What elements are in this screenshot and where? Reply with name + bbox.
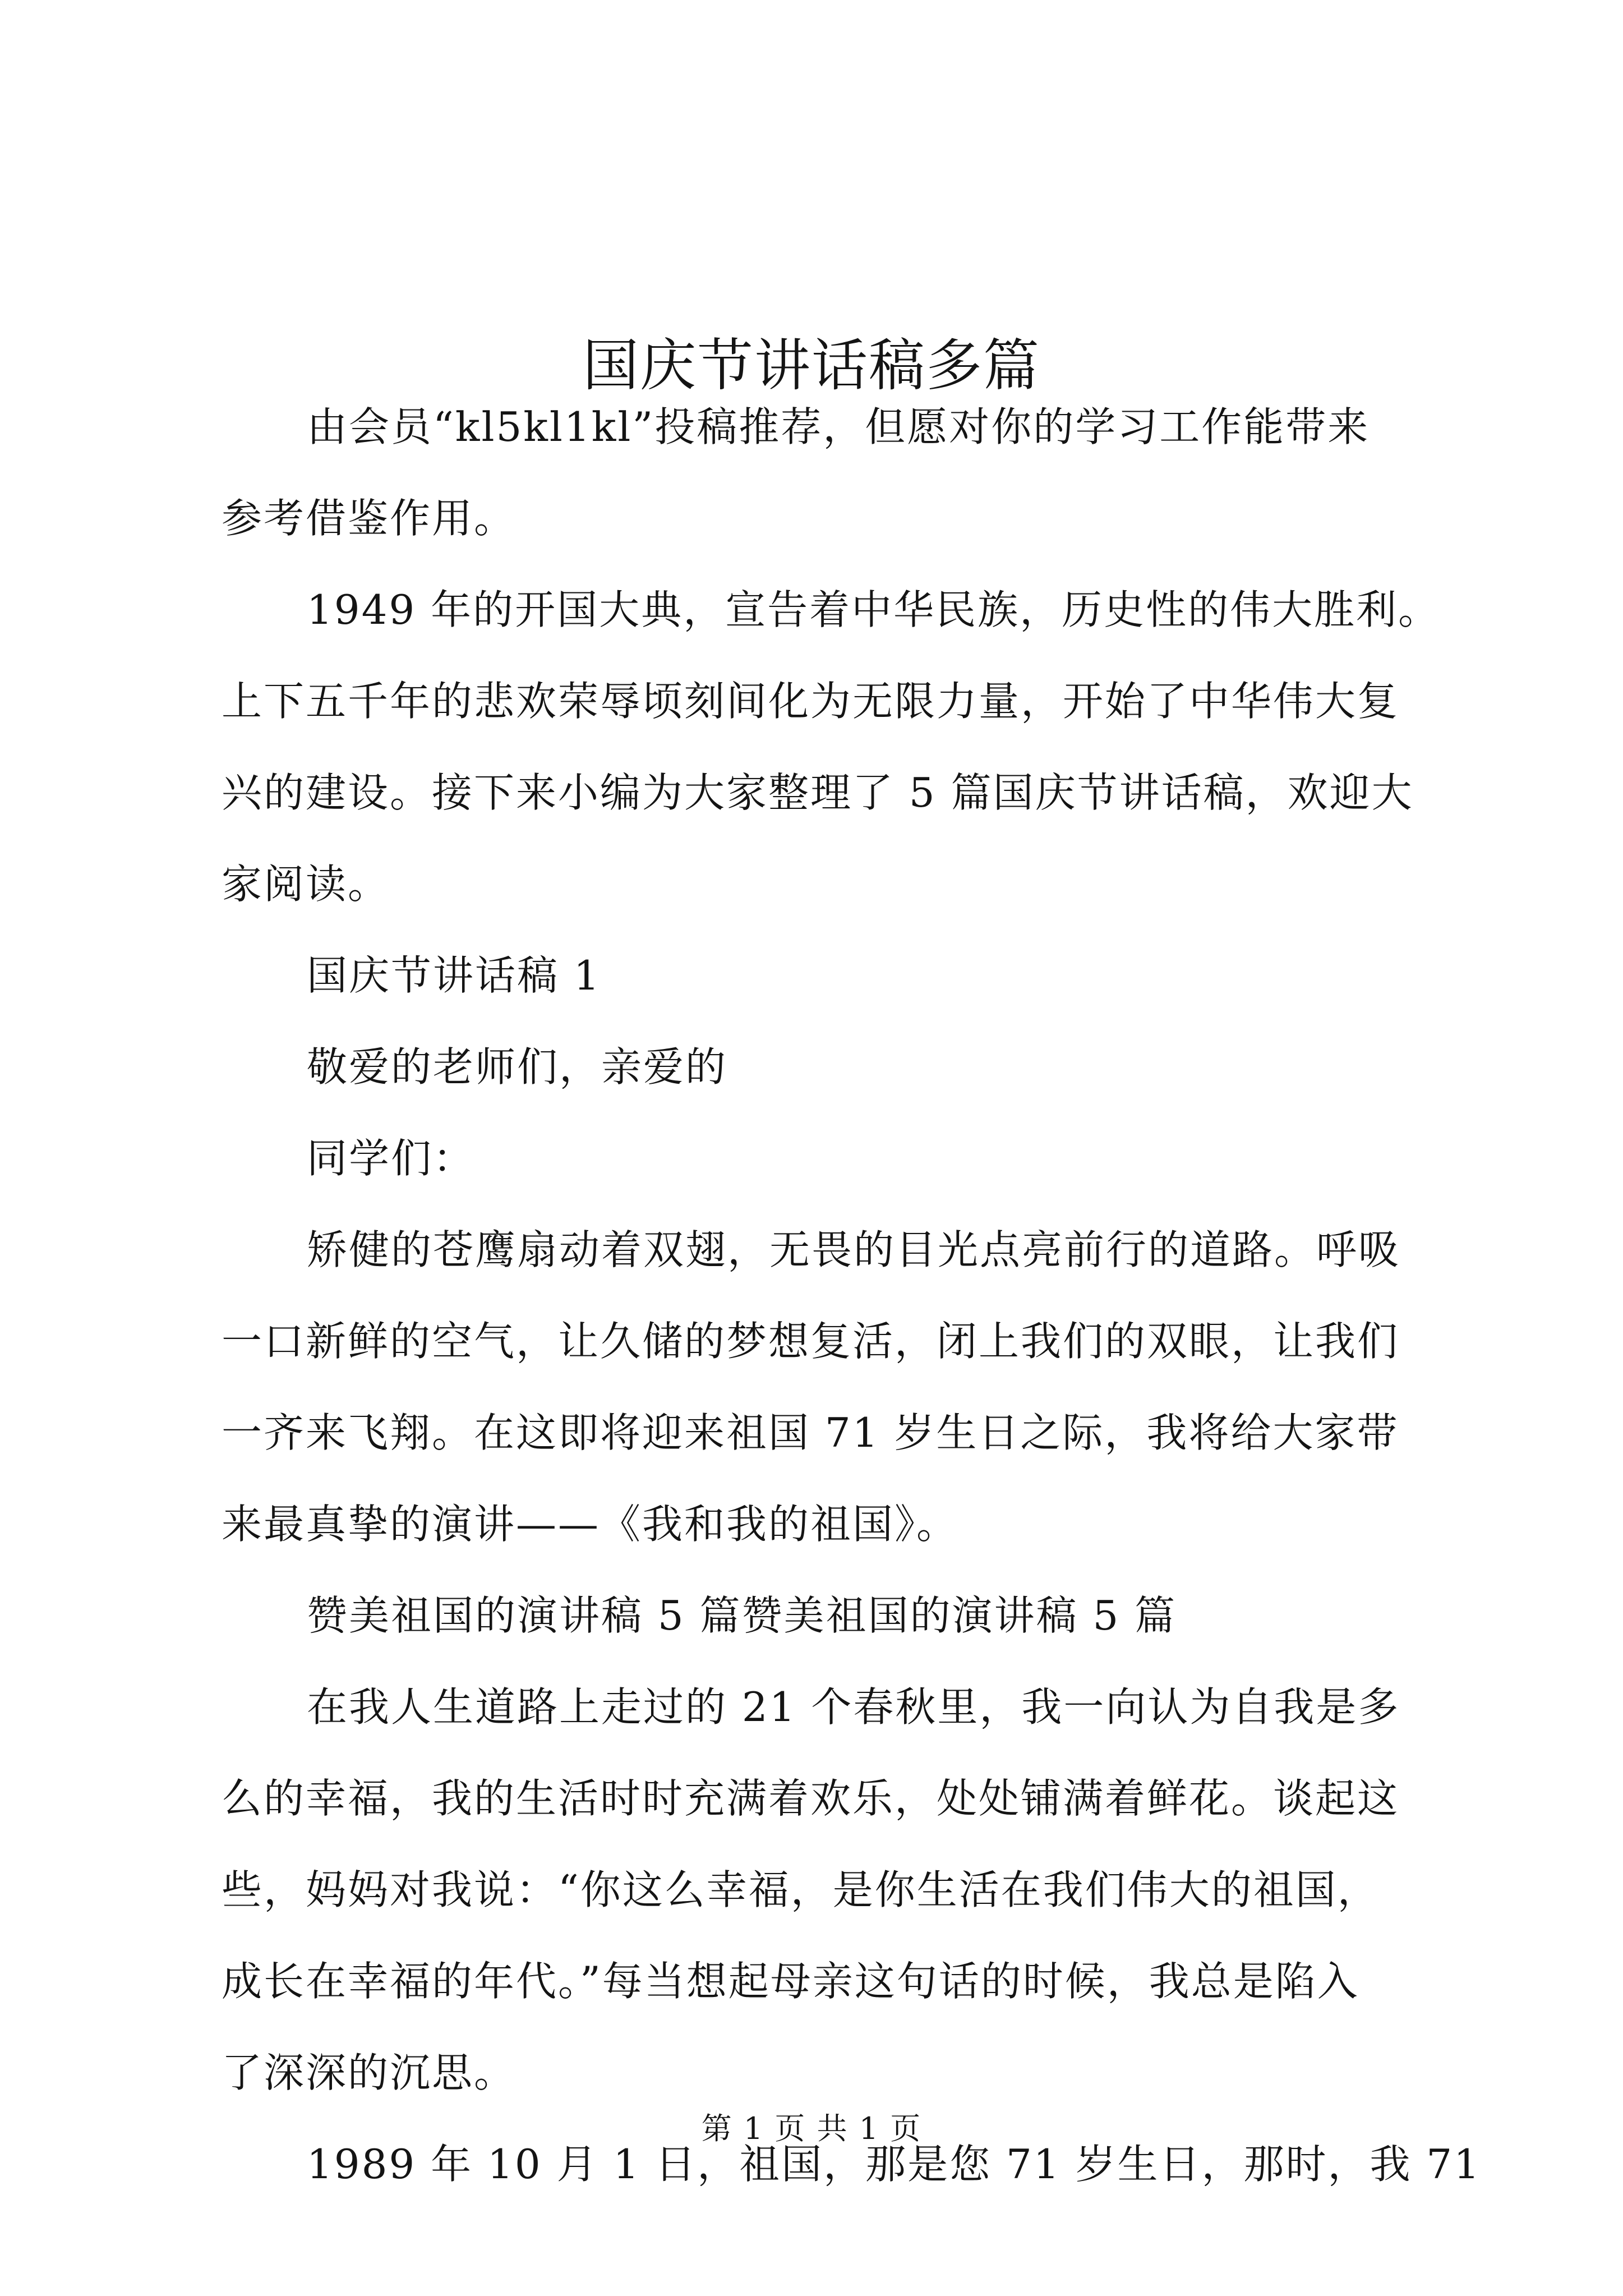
paragraph-line: 1949 年的开国大典，宣告着中华民族，历史性的伟大胜利。	[307, 586, 1441, 633]
paragraph-line: 一齐来飞翔。在这即将迎来祖国 71 岁生日之际，我将给大家带	[222, 1409, 1399, 1456]
paragraph-founding	[222, 564, 1441, 930]
paragraph-line: 敬爱的老师们，亲爱的	[307, 1043, 728, 1091]
document-title: 国庆节讲话稿多篇	[583, 333, 1040, 398]
greeting-students	[222, 1113, 1422, 1204]
paragraph-line: 由会员“kl5kl1kl”投稿推荐，但愿对你的学习工作能带来	[307, 403, 1370, 450]
paragraph-line: 1989 年 10 月 1 日，祖国，那是您 71 岁生日，那时，我 71	[307, 2141, 1481, 2188]
paragraph-line: 上下五千年的悲欢荣辱顷刻间化为无限力量，开始了中华伟大复	[222, 678, 1400, 725]
greeting-teachers	[222, 1022, 1422, 1113]
paragraph-line: 了深深的沉思。	[222, 2049, 517, 2096]
paragraph-life-path	[222, 1662, 1422, 2119]
paragraph-eagle	[222, 1204, 1422, 1570]
section-heading-1	[222, 930, 1422, 1022]
paragraph-line: 国庆节讲话稿 1	[307, 952, 601, 999]
paragraph-intro	[222, 381, 1422, 564]
paragraph-line: 参考借鉴作用。	[222, 495, 517, 542]
paragraph-line: 一口新鲜的空气，让久储的梦想复活，闭上我们的双眼，让我们	[222, 1318, 1400, 1365]
paragraph-line: 些，妈妈对我说：“你这么幸福，是你生活在我们伟大的祖国，	[222, 1866, 1380, 1913]
document-body	[222, 381, 1481, 2210]
paragraph-line: 来最真挚的演讲——《我和我的祖国》。	[222, 1501, 959, 1548]
paragraph-line: 在我人生道路上走过的 21 个春秋里，我一向认为自我是多	[307, 1683, 1400, 1731]
paragraph-line: 赞美祖国的演讲稿 5 篇赞美祖国的演讲稿 5 篇	[307, 1592, 1177, 1639]
paragraph-line: 同学们：	[307, 1135, 476, 1182]
section-heading-praise	[222, 1570, 1422, 1662]
paragraph-line: 么的幸福，我的生活时时充满着欢乐，处处铺满着鲜花。谈起这	[222, 1775, 1400, 1822]
paragraph-line: 兴的建设。接下来小编为大家整理了 5 篇国庆节讲话稿，欢迎大	[222, 769, 1414, 816]
page-footer: 第 1 页 共 1 页	[701, 2111, 922, 2146]
paragraph-line: 成长在幸福的年代。”每当想起母亲这句话的时候，我总是陷入	[222, 1958, 1359, 2005]
paragraph-line: 家阅读。	[222, 861, 390, 908]
paragraph-line: 矫健的苍鹰扇动着双翅，无畏的目光点亮前行的道路。呼吸	[307, 1226, 1401, 1273]
